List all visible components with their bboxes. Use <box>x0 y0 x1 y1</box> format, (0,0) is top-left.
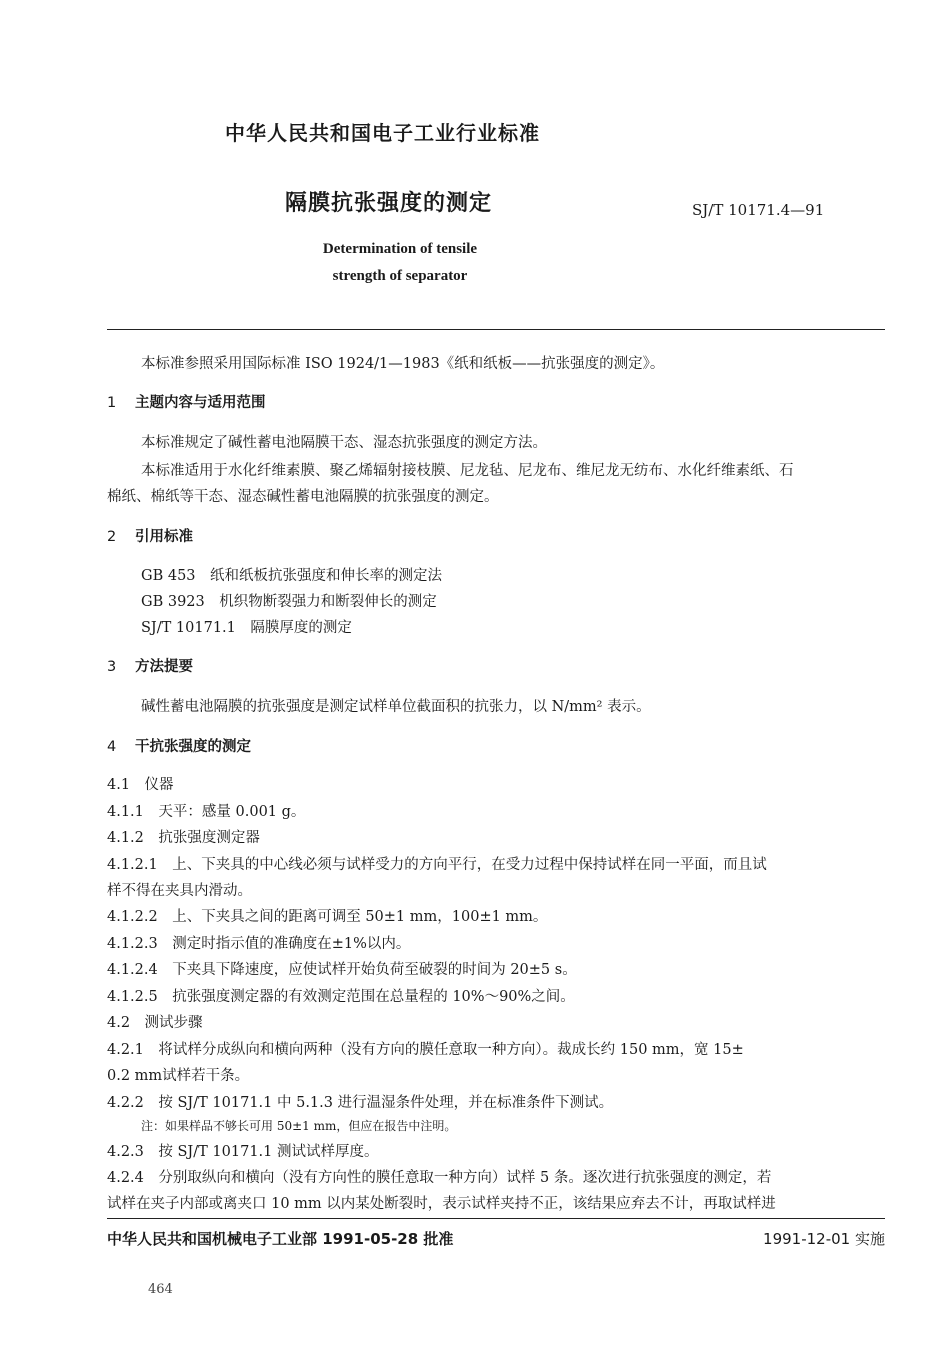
clause-4-1-2-2: 4.1.2.2 上、下夹具之间的距离可调至 50±1 mm，100±1 mm。 <box>107 909 548 925</box>
clause-4-2-4-line-1: 4.2.4 分别取纵向和横向（没有方向性的膜任意取一种方向）试样 5 条。逐次进行抗张强度的测定，若 <box>107 1170 772 1186</box>
reference-item: GB 3923 机织物断裂强力和断裂伸长的测定 <box>141 594 437 610</box>
clause-4-2: 4.2 测试步骤 <box>107 1015 203 1031</box>
clause-4-1: 4.1 仪器 <box>107 777 174 793</box>
reference-item: GB 453 纸和纸板抗张强度和伸长率的测定法 <box>141 568 443 584</box>
english-title-line-2: strength of separator <box>332 268 468 284</box>
section-3-heading <box>107 655 193 676</box>
section-2-title: 引用标准 <box>135 529 193 545</box>
clause-4-1-1: 4.1.1 天平：感量 0.001 g。 <box>107 804 306 820</box>
section-4-title: 干抗张强度的测定 <box>135 739 251 755</box>
clause-4-1-2: 4.1.2 抗张强度测定器 <box>107 830 260 846</box>
clause-4-1-2-1-line-1: 4.1.2.1 上、下夹具的中心线必须与试样受力的方向平行，在受力过程中保持试样在同一平面，而且试 <box>107 857 767 873</box>
section-3-paragraph: 碱性蓄电池隔膜的抗张强度是测定试样单位截面积的抗张力，以 N/mm² 表示。 <box>141 699 651 715</box>
effective-date: 1991-12-01 实施 <box>763 1230 885 1248</box>
intro-paragraph: 本标准参照采用国际标准 ISO 1924/1—1983《纸和纸板——抗张强度的测定》。 <box>141 356 665 372</box>
note-4-2-2: 注：如果样品不够长可用 50±1 mm，但应在报告中注明。 <box>141 1119 457 1133</box>
section-1-paragraph-1: 本标准规定了碱性蓄电池隔膜干态、湿态抗张强度的测定方法。 <box>141 435 547 451</box>
clause-4-2-4-line-2: 试样在夹子内部或离夹口 10 mm 以内某处断裂时，表示试样夹持不正，该结果应弃去不计，再取试样进 <box>107 1196 776 1212</box>
issuing-agency: 中华人民共和国电子工业行业标准 <box>225 121 540 145</box>
section-1-heading <box>107 391 266 412</box>
page-number: 464 <box>148 1282 173 1297</box>
english-title <box>300 236 500 290</box>
clause-4-1-2-1-line-2: 样不得在夹具内滑动。 <box>107 883 252 899</box>
approval-line: 中华人民共和国机械电子工业部 1991-05-28 批准 <box>107 1230 454 1248</box>
clause-4-1-2-3: 4.1.2.3 测定时指示值的准确度在±1%以内。 <box>107 936 411 952</box>
section-3-number: 3 <box>107 659 117 675</box>
section-1-paragraph-2-line-2: 棉纸、棉纸等干态、湿态碱性蓄电池隔膜的抗张强度的测定。 <box>107 489 499 505</box>
section-2-number: 2 <box>107 529 117 545</box>
section-1-title: 主题内容与适用范围 <box>135 395 266 411</box>
section-2-heading <box>107 525 193 546</box>
clause-4-2-2: 4.2.2 按 SJ/T 10171.1 中 5.1.3 进行温湿条件处理，并在标准条件下测试。 <box>107 1095 614 1111</box>
section-4-heading <box>107 735 251 756</box>
clause-4-2-3: 4.2.3 按 SJ/T 10171.1 测试试样厚度。 <box>107 1144 379 1160</box>
header-divider <box>107 329 885 330</box>
clause-4-2-1-line-2: 0.2 mm试样若干条。 <box>107 1068 250 1084</box>
standard-number: SJ/T 10171.4—91 <box>692 201 825 219</box>
reference-item: SJ/T 10171.1 隔膜厚度的测定 <box>141 620 352 636</box>
document-title: 隔膜抗张强度的测定 <box>285 191 493 216</box>
section-3-title: 方法提要 <box>135 659 193 675</box>
section-4-number: 4 <box>107 739 117 755</box>
english-title-line-1: Determination of tensile <box>322 241 478 257</box>
clause-4-1-2-5: 4.1.2.5 抗张强度测定器的有效测定范围在总量程的 10%～90%之间。 <box>107 989 575 1005</box>
section-1-paragraph-2-line-1: 本标准适用于水化纤维素膜、聚乙烯辐射接枝膜、尼龙毡、尼龙布、维尼龙无纺布、水化纤维素纸、石 <box>141 463 794 479</box>
clause-4-2-1-line-1: 4.2.1 将试样分成纵向和横向两种（没有方向的膜任意取一种方向）。裁成长约 150 mm，宽 15± <box>107 1042 744 1058</box>
section-1-number: 1 <box>107 395 117 411</box>
clause-4-1-2-4: 4.1.2.4 下夹具下降速度，应使试样开始负荷至破裂的时间为 20±5 s。 <box>107 962 577 978</box>
footer-divider <box>107 1218 885 1219</box>
